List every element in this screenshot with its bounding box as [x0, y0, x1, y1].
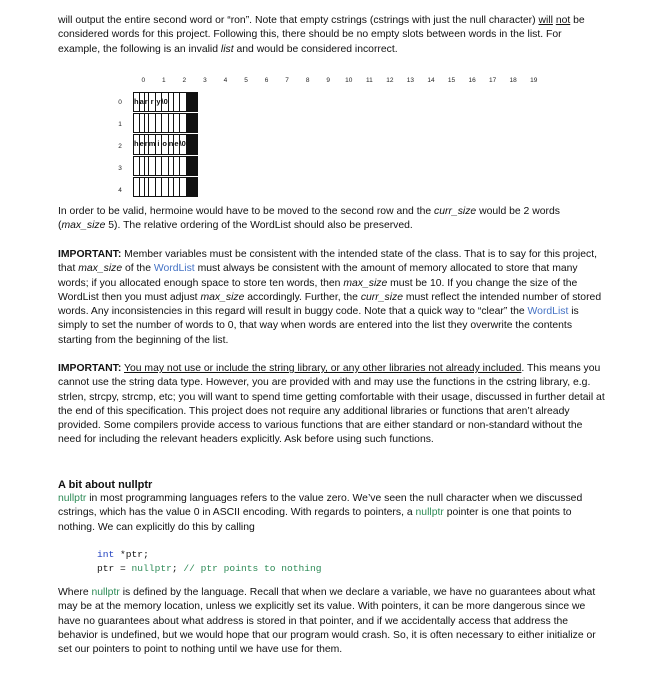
important-label: IMPORTANT: [58, 249, 122, 260]
wordlist-grid [133, 92, 198, 197]
column-index-13: 13 [406, 77, 415, 84]
column-index-2: 2 [182, 77, 187, 84]
row-index-4: 4 [118, 187, 122, 194]
column-index-1: 1 [162, 77, 166, 84]
column-index-9: 9 [326, 77, 331, 84]
nullptr-term: nullptr [58, 493, 87, 504]
nullptr-term: nullptr [415, 507, 444, 519]
grid-cell [148, 177, 156, 196]
column-index-5: 5 [244, 77, 248, 84]
grid-cell: m [148, 135, 156, 154]
grid-cell [161, 156, 168, 175]
column-index-0: 0 [141, 77, 146, 84]
library-restriction-underlined: You may not use or include the string library, or any other libraries not already included [124, 363, 522, 374]
row-index-3: 3 [118, 165, 122, 172]
column-index-10: 10 [345, 77, 353, 84]
grid-cell: i [156, 135, 161, 154]
grid-row-4 [134, 177, 198, 196]
nullptr-intro-paragraph: nullptr in most programming languages refers to the value zero. We’ve seen the null character when we discussed cstrings, which has the value 0 in ASCII encoding. With regards to pointers, a nullptr pointer is one that points to nothing. We can explicitly do this by calling [58, 493, 583, 533]
important-member-variables-paragraph: IMPORTANT: Member variables must be consistent with the intended state of the class. That is to say for this project, that max_size of the WordList must always be consistent with the amount of memory allocated to store that many words; if you allocated enough space to store ten words, then max_size must be 10. If you change the size of the WordList then you must adjust max_size accordingly. Further, the curr_size must reflect the intended number of stored words. Any inconsistencies in this regard will result in buggy code. Note that a quick way to “clear” the WordList is simply to set the number of words to 0, that way when words are entered into the list they overwrite the contents starting from the beginning of the list. [58, 249, 602, 346]
row-index-2: 2 [118, 143, 122, 150]
grid-cell: r [148, 93, 156, 112]
important-libraries-paragraph: IMPORTANT: You may not use or include the string library, or any other libraries not already included. This means you cannot use the string data type. However, you are provided with and may use the functions in the cstring library, e.g. strlen, strcpy, strcmp, etc; you will want to spend time getting comfortable with their usage, discussed in further detail at the end of this specification. This project does not require any additional libraries or functions that aren’t already provided. Some compilers provide access to various functions that are either standard or non-standard without the need for including the relevant headers explicitly. Ask before using such functions. [58, 363, 605, 446]
grid-cell: r [144, 135, 148, 154]
grid-cell [179, 93, 186, 112]
column-index-18: 18 [509, 77, 517, 84]
grid-cell [161, 177, 168, 196]
nullptr-term: nullptr [91, 587, 120, 598]
curr-size-term: curr_size [434, 206, 477, 217]
column-index-4: 4 [223, 77, 228, 84]
column-index-15: 15 [447, 77, 456, 84]
important-label: IMPORTANT: [58, 363, 122, 374]
column-index-12: 12 [386, 77, 394, 84]
grid-cell: \0 [179, 135, 186, 154]
column-index-16: 16 [468, 77, 476, 84]
grid-cell [161, 114, 168, 133]
grid-cell: e [174, 135, 179, 154]
wordlist-term: WordList [153, 263, 195, 275]
grid-cell: h [134, 93, 140, 112]
valid-paragraph: In order to be valid, hermoine would have to be moved to the second row and the curr_size would be 2 words (max_size 5). The relative ordering of the WordList should also be preserved. [58, 206, 560, 232]
nullptr-heading: A bit about nullptr [58, 479, 153, 491]
grid-cell: n [168, 135, 174, 154]
grid-cell [196, 177, 197, 196]
grid-row-3 [134, 156, 198, 175]
column-index-14: 14 [427, 77, 435, 84]
grid-row-0 [134, 93, 198, 112]
intro-paragraph: will output the entire second word or “ron”. Note that empty cstrings (cstrings with just the null character) will not be considered words for this project. Following this, there should be no empty slots between words in the list. For example, the following is an invalid list and would be considered incorrect. [58, 15, 585, 55]
grid-cell [196, 93, 197, 112]
grid-cell: r [144, 93, 148, 112]
column-index-8: 8 [305, 77, 310, 84]
grid-cell [196, 114, 197, 133]
list-italic: list [220, 43, 234, 55]
grid-cell [148, 114, 156, 133]
grid-row-2 [134, 135, 198, 154]
will-underlined: will [538, 15, 553, 26]
grid-cell [179, 156, 186, 175]
grid-cell [196, 135, 197, 154]
column-index-7: 7 [285, 77, 289, 84]
grid-cell: h [134, 135, 140, 154]
code-comment: // ptr points to nothing [183, 562, 322, 574]
nullptr-explanation-paragraph: Where nullptr is defined by the language. Recall that when we declare a variable, we have no guarantees about what may be at the memory location, unless we explicitly set its value. With pointers, it can be more dangerous since we have no guarantees about what address is stored in that pointer, and if we accidentally access that address the behavior is undefined, but we would hope that our program would crash. So, it is often necessary to either initialize or set our pointers to point to nothing until we have use for them. [58, 587, 596, 656]
grid-cell: e [139, 135, 144, 154]
not-underlined: not [555, 15, 571, 26]
row-index-1: 1 [118, 121, 122, 128]
max-size-term: max_size [61, 220, 106, 232]
grid-row-1 [134, 114, 198, 133]
grid-cell: o [161, 135, 168, 154]
grid-cell [179, 114, 186, 133]
column-index-3: 3 [203, 77, 207, 84]
column-index-6: 6 [264, 77, 269, 84]
column-index-19: 19 [530, 77, 538, 84]
grid-cell: \0 [161, 93, 168, 112]
grid-cell [196, 156, 197, 175]
column-index-17: 17 [489, 77, 497, 84]
grid-cell: y [156, 93, 161, 112]
grid-cell: a [139, 93, 144, 112]
row-index-0: 0 [118, 99, 122, 106]
nullptr-code-snippet: int *ptr; ptr = nullptr; // ptr points to nothing [97, 549, 322, 574]
grid-cell [179, 177, 186, 196]
grid-cell [148, 156, 156, 175]
column-index-row [133, 74, 544, 88]
wordlist-term: WordList [527, 306, 569, 318]
column-index-11: 11 [365, 77, 373, 84]
